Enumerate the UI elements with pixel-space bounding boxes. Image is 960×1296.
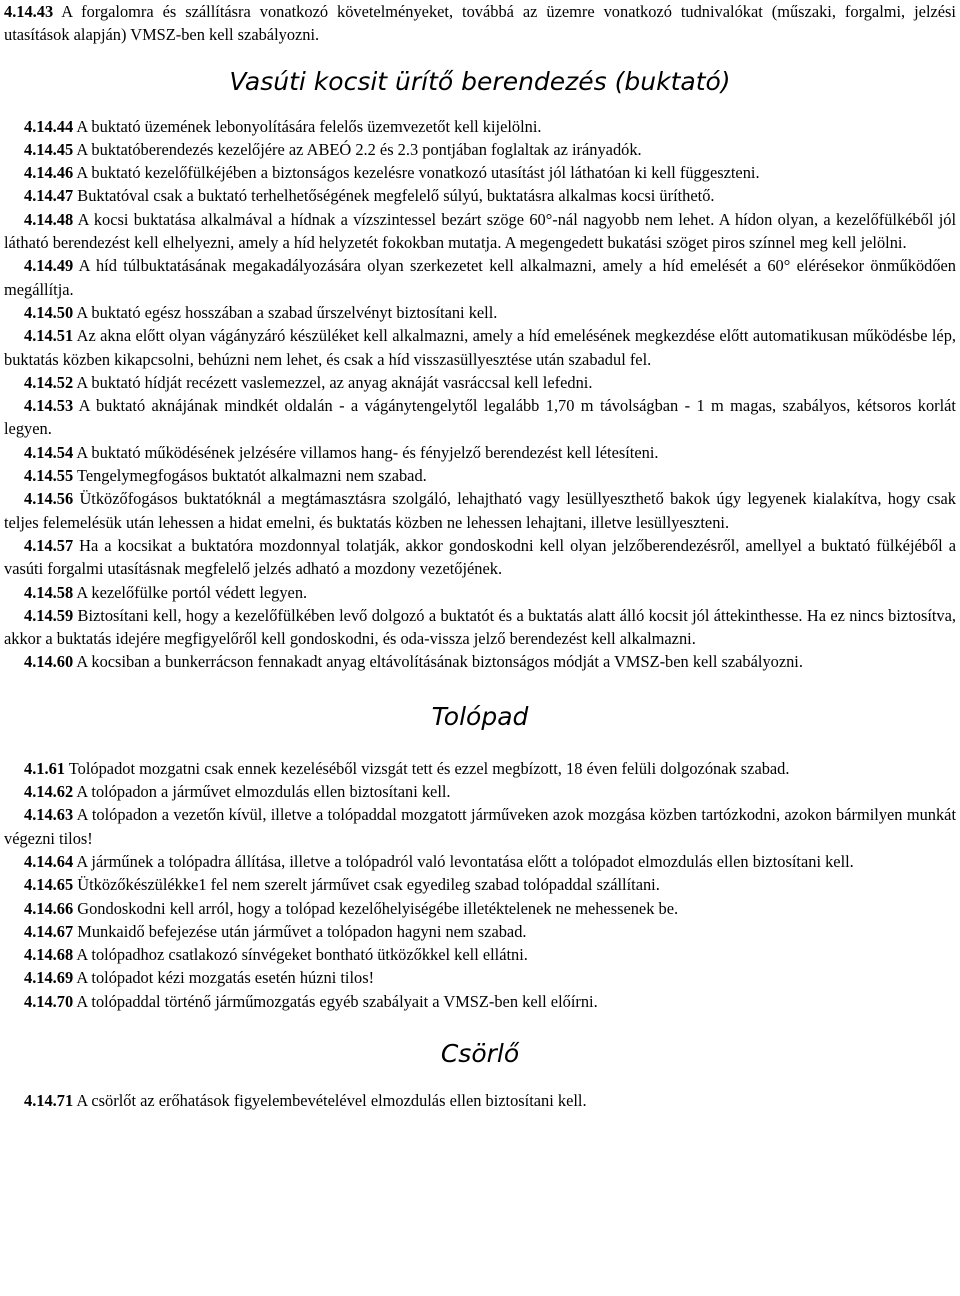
section-csorlo-body (4, 1089, 956, 1112)
paragraph-number: 4.14.68 (24, 945, 74, 965)
paragraph (4, 534, 956, 581)
paragraph-number: 4.14.48 (24, 209, 74, 229)
paragraph-text: Ütközőkészülékke1 fel nem szerelt járművet csak egyedileg szabad tolópaddal szállítani. (73, 875, 660, 895)
paragraph-text: A buktató működésének jelzésére villamos hang- és fényjelző berendezést kell létesíteni. (73, 442, 659, 462)
paragraph (4, 897, 956, 920)
paragraph-number: 4.14.71 (24, 1090, 74, 1110)
paragraph-text: Ütközőfogásos buktatóknál a megtámasztásra szolgáló, lehajtható vagy lesüllyeszthető bakok úgy legyenek kialakítva, hogy csak teljes felemelésük után lehessen a hidat emelni, és buktatás közben ne lehessen lehajtani, illetve lesüllyeszteni. (4, 489, 956, 532)
paragraph (4, 487, 956, 534)
paragraph (4, 441, 956, 464)
paragraph-number: 4.14.52 (24, 372, 74, 392)
paragraph-text: A kezelőfülke portól védett legyen. (73, 582, 308, 602)
paragraph (4, 780, 956, 803)
paragraph-number: 4.14.44 (24, 116, 74, 136)
paragraph-number: 4.14.57 (24, 535, 74, 555)
paragraph (4, 943, 956, 966)
paragraph (4, 208, 956, 255)
paragraph-number: 4.14.67 (24, 921, 74, 941)
paragraph-number: 4.14.49 (24, 256, 74, 276)
section-heading-csorlo: Csörlő (440, 1038, 520, 1068)
paragraph-number: 4.14.46 (24, 163, 74, 183)
paragraph-text: Tolópadot mozgatni csak ennek kezeléséből vizsgát tett és ezzel megbízott, 18 éven felüli dolgozónak szabad. (64, 758, 790, 778)
paragraph-text: Ha a kocsikat a buktatóra mozdonnyal tolatják, akkor gondoskodni kell olyan jelzőberendezésről, amellyel a buktató fülkéjéből a vasúti forgalmi utasításnak megfelelő jelzés adható a mozdony vezetőjének. (4, 535, 956, 579)
section-buktato-body (4, 115, 956, 674)
paragraph-text: A járműnek a tolópadra állítása, illetve a tolópadról való levontatása előtt a tolópadot elmozdulás ellen biztosítani kell. (73, 851, 854, 871)
paragraph (4, 371, 956, 394)
paragraph-number: 4.14.58 (24, 582, 74, 602)
paragraph-number: 4.14.43 (4, 2, 54, 21)
paragraph-number: 4.14.54 (24, 442, 74, 462)
paragraph-number: 4.14.65 (24, 875, 74, 895)
paragraph-number: 4.14.47 (24, 186, 74, 206)
paragraph-text: A tolópadhoz csatlakozó sínvégeket bontható ütközőkkel kell ellátni. (73, 945, 528, 965)
paragraph (4, 604, 956, 651)
paragraph-number: 4.14.50 (24, 302, 74, 322)
paragraph-4-14-43 (4, 0, 956, 47)
paragraph-text: A buktató aknájának mindkét oldalán - a vágánytengelytől legalább 1,70 m távolságban - 1 m magas, szabályos, kétsoros korlát legyen. (4, 396, 956, 439)
paragraph-text: A buktató kezelőfülkéjében a biztonságos kezelésre vonatkozó utasítást jól láthatóan ki kell függeszteni. (73, 163, 760, 183)
paragraph (4, 254, 956, 301)
paragraph-text: A csörlőt az erőhatások figyelembevételével elmozdulás ellen biztosítani kell. (73, 1090, 587, 1110)
paragraph-number: 4.14.63 (24, 805, 74, 825)
paragraph (4, 324, 956, 371)
paragraph-text: A buktató hídját recézett vaslemezzel, az anyag aknáját vasráccsal kell lefedni. (73, 372, 593, 392)
paragraph-text: A kocsi buktatása alkalmával a hídnak a vízszintessel bezárt szöge 60°-nál nagyobb nem lehet. A hídon olyan, a kezelőfülkéből jól látható berendezést kell elhelyezni, amely a híd helyzetét fokokban mutatja. A megengedett bukatási szöget piros színnel meg kell jelölni. (4, 209, 956, 253)
paragraph (4, 115, 956, 138)
paragraph (4, 850, 956, 873)
paragraph (4, 394, 956, 441)
paragraph (4, 873, 956, 896)
paragraph-number: 4.1.61 (24, 758, 65, 778)
paragraph-number: 4.14.59 (24, 605, 74, 625)
paragraph-text: A buktató egész hosszában a szabad űrszelvényt biztosítani kell. (73, 302, 498, 322)
paragraph-text: A tolópadot kézi mozgatás esetén húzni tilos! (73, 968, 375, 988)
paragraph (4, 161, 956, 184)
paragraph (4, 301, 956, 324)
paragraph-text: A forgalomra és szállításra vonatkozó követelményeket, továbbá az üzemre vonatkozó tudnivalókat (műszaki, forgalmi, jelzési utasítások alapján) VMSZ-ben kell szabályozni. (4, 2, 956, 45)
paragraph-text: A tolópadon a járművet elmozdulás ellen biztosítani kell. (73, 782, 451, 802)
paragraph-number: 4.14.70 (24, 991, 74, 1011)
paragraph (4, 138, 956, 161)
paragraph-number: 4.14.64 (24, 851, 74, 871)
paragraph-text: Munkaidő befejezése után járművet a tolópadon hagyni nem szabad. (73, 921, 527, 941)
paragraph (4, 184, 956, 207)
paragraph-text: A híd túlbuktatásának megakadályozására olyan szerkezetet kell alkalmazni, amely a híd emelését a 60° elérésekor önműködően megállítja. (4, 256, 956, 299)
paragraph (4, 966, 956, 989)
paragraph-number: 4.14.60 (24, 652, 74, 672)
paragraph-text: Buktatóval csak a buktató terhelhetőségének megfelelő súlyú, buktatásra alkalmas kocsi üríthető. (73, 186, 715, 206)
paragraph-number: 4.14.53 (24, 396, 74, 416)
paragraph-text: A tolópaddal történő járműmozgatás egyéb szabályait a VMSZ-ben kell előírni. (73, 991, 598, 1011)
paragraph-text: A buktató üzemének lebonyolítására felelős üzemvezetőt kell kijelölni. (73, 116, 542, 136)
paragraph-number: 4.14.69 (24, 968, 74, 988)
paragraph-number: 4.14.55 (24, 466, 74, 486)
section-heading-tolopad: Tolópad (431, 701, 529, 731)
paragraph-text: Az akna előtt olyan vágányzáró készüléket kell alkalmazni, amely a híd emelésének megkezdése előtt automatikusan működésbe lép, buktatás közben kikapcsolni, behúzni nem lehet, és csak a híd visszasüllyesztése után szabadul fel. (4, 326, 956, 369)
paragraph (4, 581, 956, 604)
paragraph-text: A tolópadon a vezetőn kívül, illetve a tolópaddal mozgatott járműveken azok mozgása közben tartózkodni, azokon bármilyen munkát végezni tilos! (4, 805, 956, 848)
paragraph-text: Gondoskodni kell arról, hogy a tolópad kezelőhelyiségébe illetéktelenek ne mehessenek be. (73, 898, 679, 918)
section-tolopad-body (4, 757, 956, 1013)
paragraph-number: 4.14.66 (24, 898, 74, 918)
paragraph-number: 4.14.56 (24, 489, 74, 509)
paragraph (4, 650, 956, 673)
paragraph-text: A kocsiban a bunkerrácson fennakadt anyag eltávolításának biztonságos módját a VMSZ-ben kell szabályozni. (73, 652, 803, 672)
paragraph-number: 4.14.51 (24, 326, 74, 346)
paragraph (4, 757, 956, 780)
paragraph-number: 4.14.45 (24, 139, 74, 159)
section-heading-buktato: Vasúti kocsit ürítő berendezés (buktató) (229, 66, 731, 96)
paragraph (4, 464, 956, 487)
paragraph-text: Tengelymegfogásos buktatót alkalmazni nem szabad. (73, 466, 427, 486)
paragraph (4, 803, 956, 850)
paragraph-text: A buktatóberendezés kezelőjére az ABEÓ 2.2 és 2.3 pontjában foglaltak az irányadók. (73, 139, 642, 159)
paragraph-text: Biztosítani kell, hogy a kezelőfülkében levő dolgozó a buktatót és a buktatás alatt álló kocsit jól áttekinthesse. Ha ez nincs biztosítva, akkor a buktatás idejére megfigyelőről kell gondoskodni, és oda-vissza jelző berendezést kell alkalmazni. (4, 605, 956, 649)
paragraph (4, 920, 956, 943)
paragraph (4, 990, 956, 1013)
paragraph-number: 4.14.62 (24, 782, 74, 802)
paragraph (4, 1089, 956, 1112)
